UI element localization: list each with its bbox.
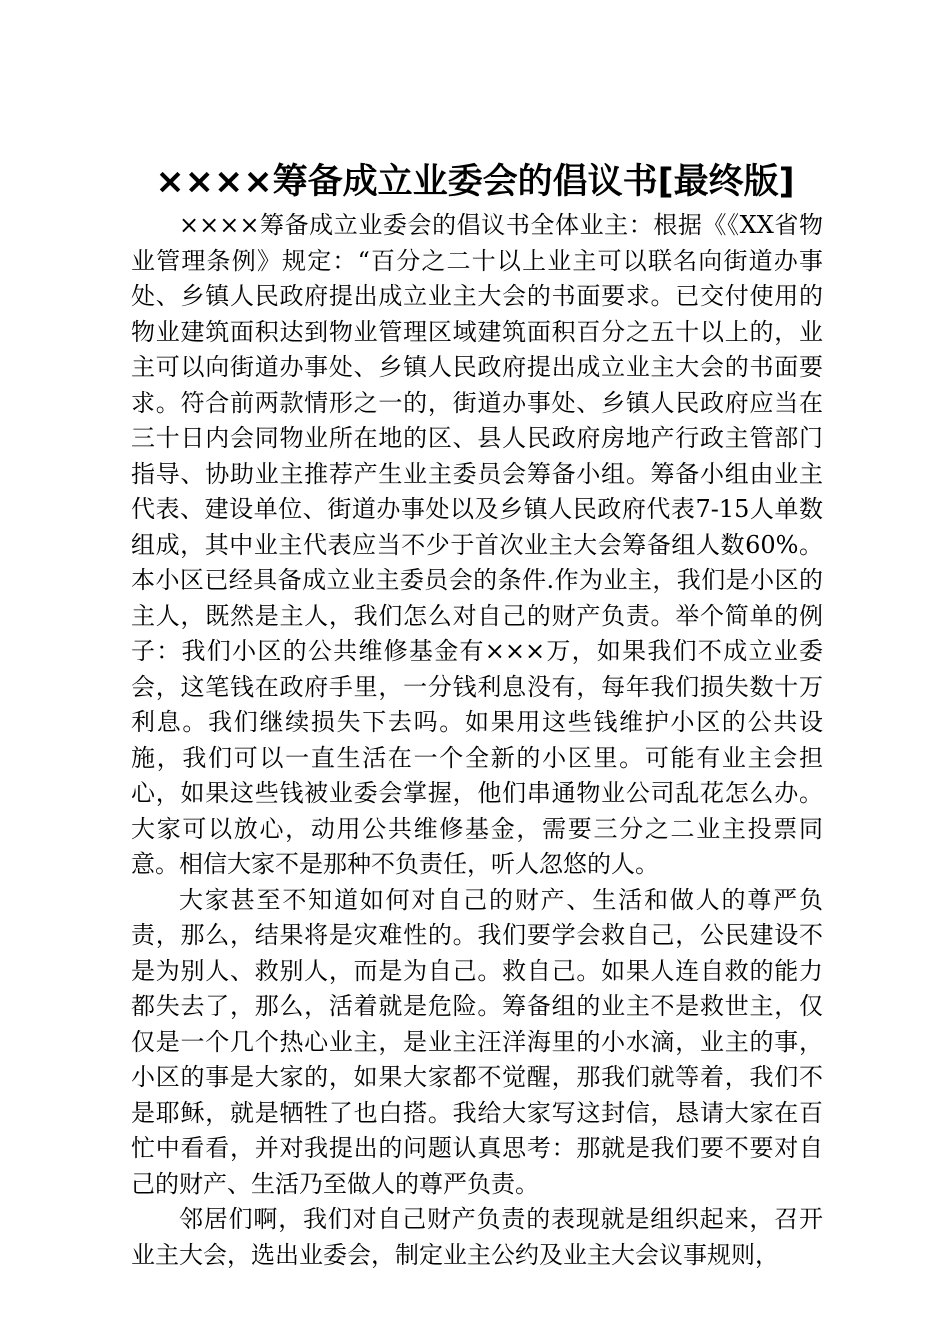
document-body (131, 208, 823, 1273)
paragraph-1: ××××筹备成立业委会的倡议书全体业主：根据《《XX省物业管理条例》规定：“百分之二十以上业主可以联名向街道办事处、乡镇人民政府提出成立业主大会的书面要求。已交付使用的物业建筑面积达到物业管理区域建筑面积百分之五十以上的，业主可以向街道办事处、乡镇人民政府提出成立业主大会的书面要求。符合前两款情形之一的，街道办事处、乡镇人民政府应当在三十日内会同物业所在地的区、县人民政府房地产行政主管部门指导、协助业主推荐产生业主委员会筹备小组。筹备小组由业主代表、建设单位、街道办事处以及乡镇人民政府代表7-15人单数组成，其中业主代表应当不少于首次业主大会筹备组人数60%。本小区已经具备成立业主委员会的条件.作为业主，我们是小区的主人，既然是主人，我们怎么对自己的财产负责。举个简单的例子：我们小区的公共维修基金有×××万，如果我们不成立业委会，这笔钱在政府手里，一分钱利息没有，每年我们损失数十万利息。我们继续损失下去吗。如果用这些钱维护小区的公共设施，我们可以一直生活在一个全新的小区里。可能有业主会担心，如果这些钱被业委会掌握，他们串通物业公司乱花怎么办。大家可以放心，动用公共维修基金，需要三分之二业主投票同意。相信大家不是那种不负责任，听人忽悠的人。 (131, 211, 823, 878)
paragraph-3: 邻居们啊，我们对自己财产负责的表现就是组织起来，召开业主大会，选出业委会，制定业主公约及业主大会议事规则， (131, 1205, 823, 1269)
document-title: ××××筹备成立业委会的倡议书[最终版] (155, 162, 795, 202)
paragraph-2: 大家甚至不知道如何对自己的财产、生活和做人的尊严负责，那么，结果将是灾难性的。我们要学会救自己，公民建设不是为别人、救别人，而是为自己。救自己。如果人连自救的能力都失去了，那么，活着就是危险。筹备组的业主不是救世主，仅仅是一个几个热心业主，是业主汪洋海里的小水滴，业主的事，小区的事是大家的，如果大家都不觉醒，那我们就等着，我们不是耶稣，就是牺牲了也白搭。我给大家写这封信，恳请大家在百忙中看看，并对我提出的问题认真思考：那就是我们要不要对自己的财产、生活乃至做人的尊严负责。 (131, 885, 823, 1198)
